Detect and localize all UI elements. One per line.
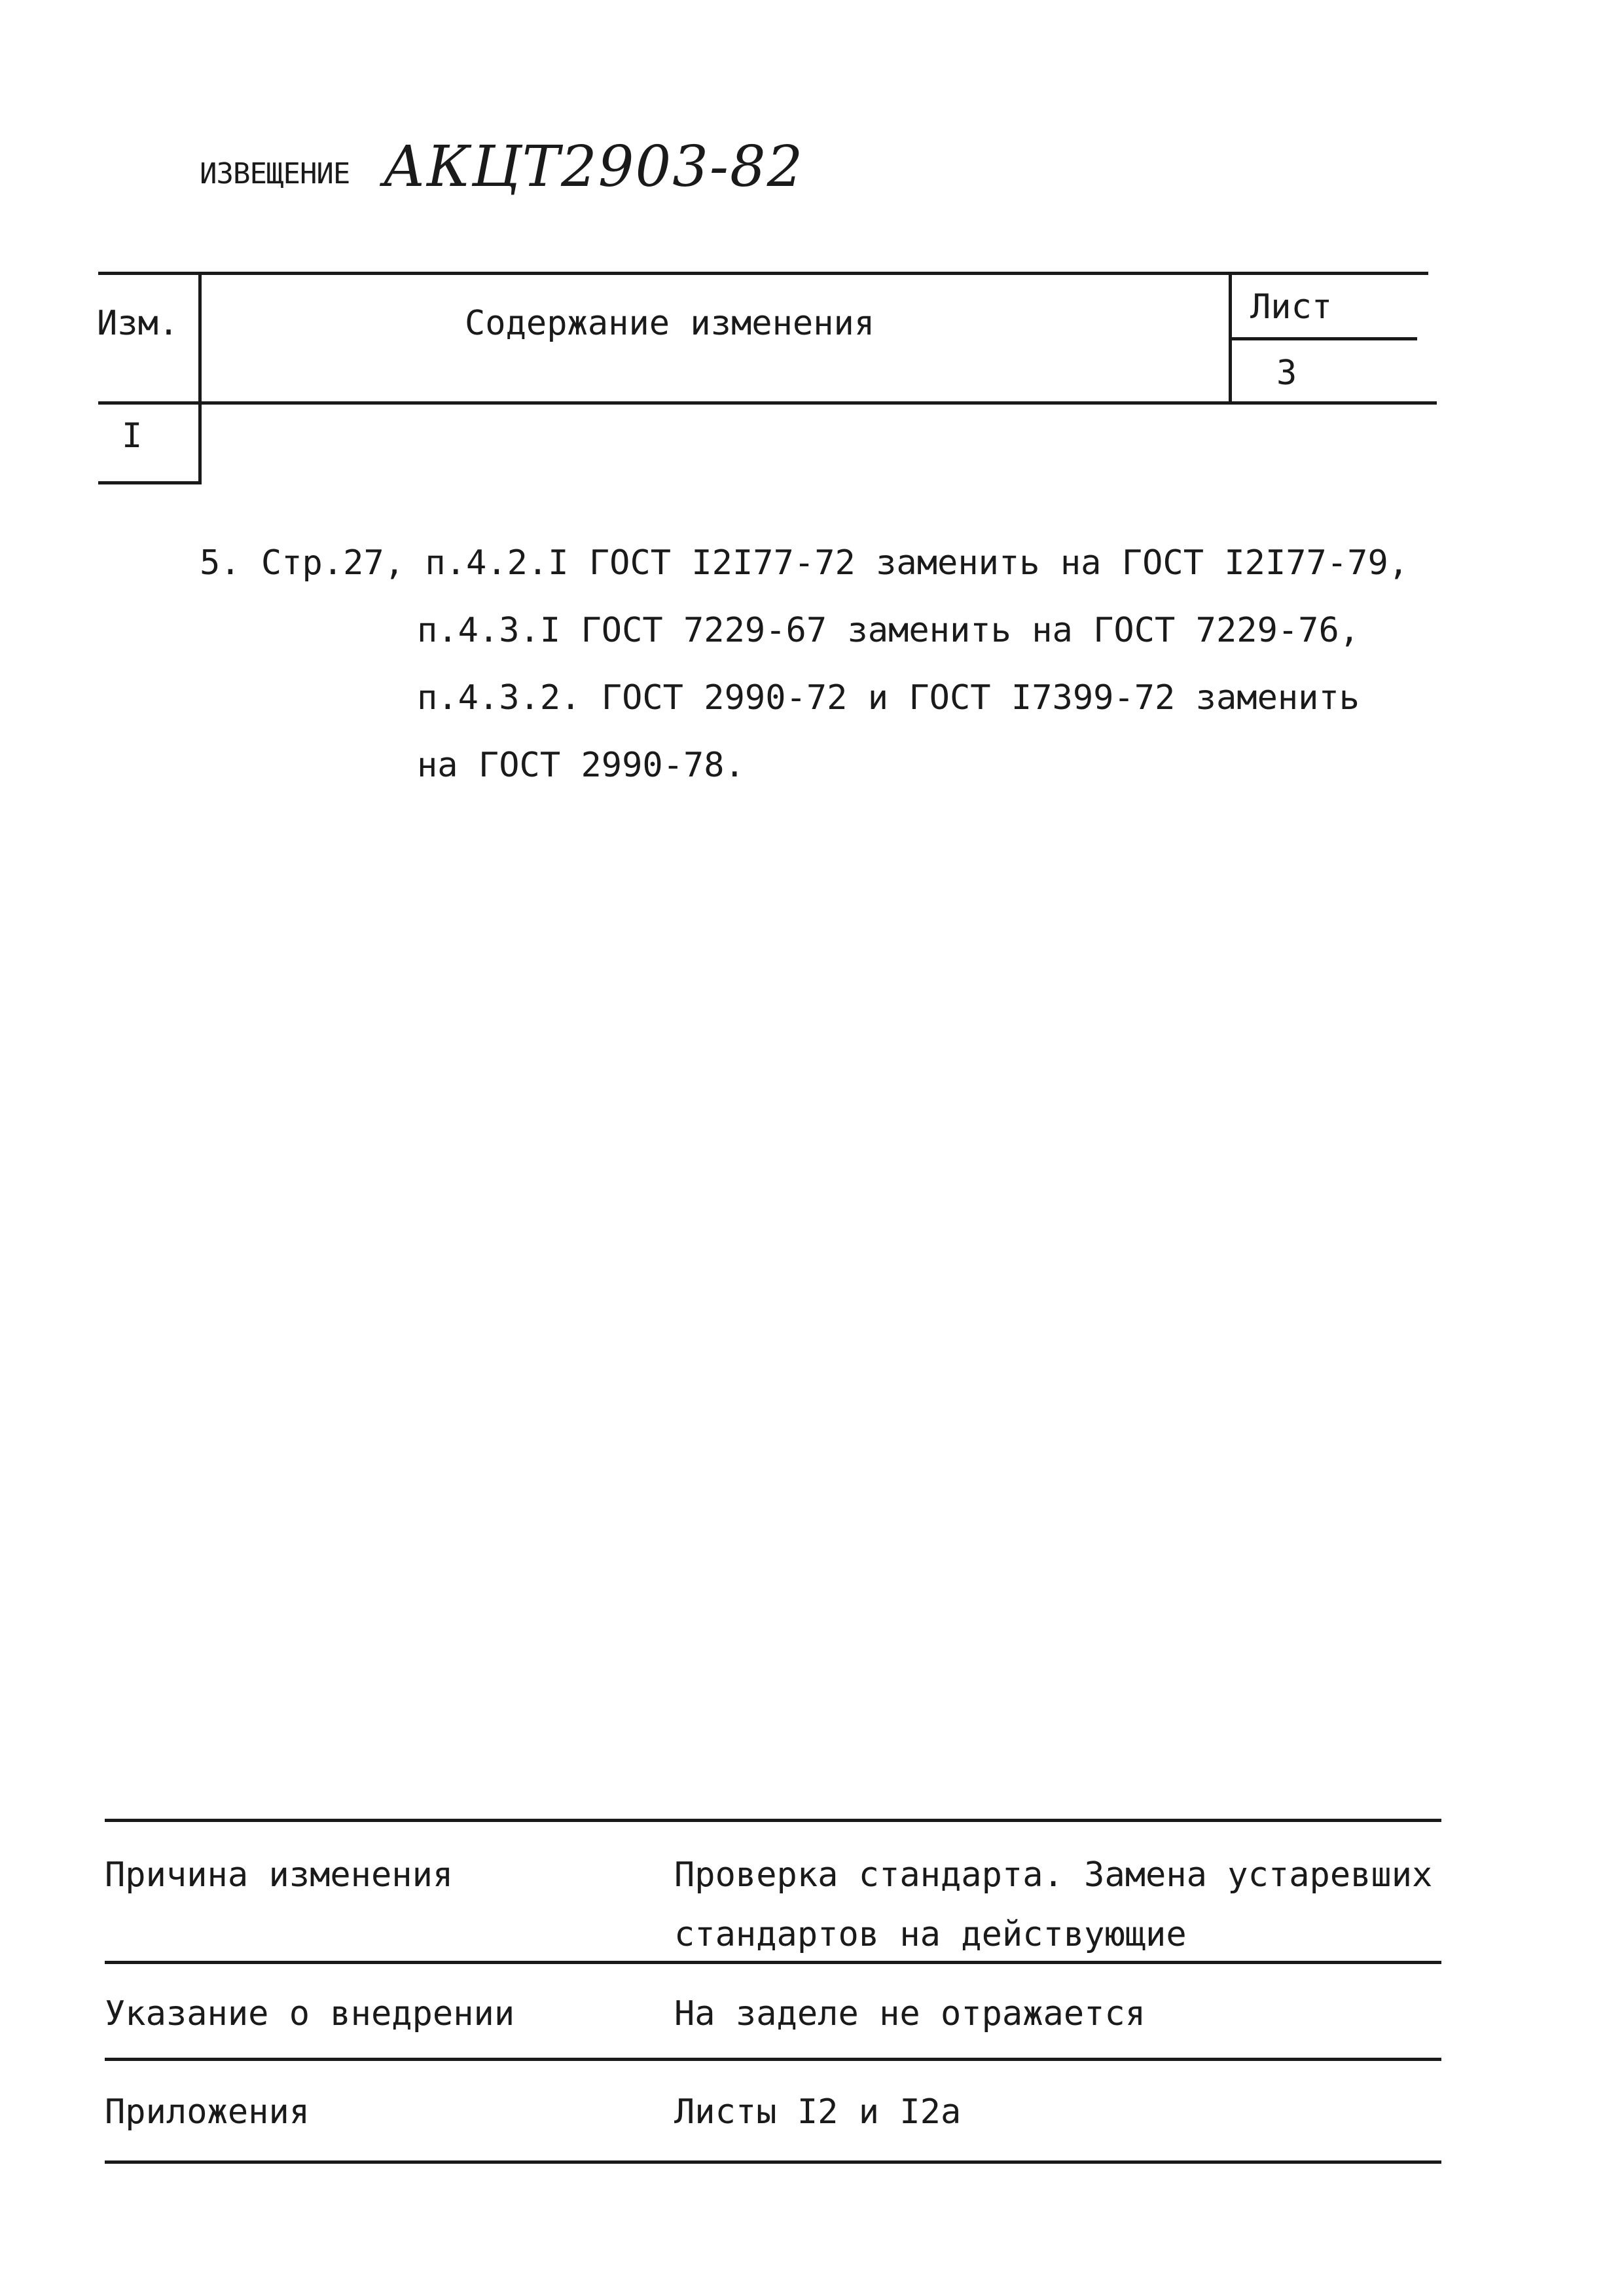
body-line: п.4.3.I ГОСТ 7229-67 заменить на ГОСТ 7229-76, [417, 611, 1360, 650]
footer-table-row-border [105, 1961, 1441, 1964]
body-line: на ГОСТ 2990-78. [417, 746, 745, 785]
footer-value-implementation: На заделе не отражается [674, 1994, 1146, 2033]
footer-value-reason-line: стандартов на действующие [674, 1915, 1187, 1954]
footer-label-attachments: Приложения [105, 2092, 310, 2132]
column-header-list: Лист [1250, 287, 1333, 327]
footer-label-implementation: Указание о внедрении [105, 1994, 515, 2033]
sheet-number: 3 [1276, 354, 1297, 393]
change-number: I [122, 416, 143, 456]
footer-value-reason-line: Проверка стандарта. Замена устаревших [674, 1855, 1433, 1895]
footer-table-bottom-border [105, 2160, 1441, 2164]
footer-value-attachments: Листы I2 и I2а [674, 2092, 962, 2132]
header-table-mid-border [98, 401, 1437, 405]
body-line: п.4.3.2. ГОСТ 2990-72 и ГОСТ I7399-72 заменить [417, 678, 1360, 718]
header-table-bottom-border [98, 481, 202, 484]
header-table-divider-left [198, 272, 202, 483]
footer-table-top-border [105, 1819, 1441, 1822]
column-header-izm: Изм. [97, 304, 179, 343]
notice-number-handwritten: АКЦТ2903-82 [383, 134, 804, 200]
footer-label-reason: Причина изменения [105, 1855, 454, 1895]
notice-label: ИЗВЕЩЕНИЕ [200, 157, 350, 191]
body-line: 5. Стр.27, п.4.2.I ГОСТ I2I77-72 заменить на ГОСТ I2I77-79, [200, 543, 1409, 583]
column-header-content: Содержание изменения [465, 304, 875, 343]
header-table-list-divider [1229, 337, 1417, 340]
footer-table-row-border [105, 2058, 1441, 2061]
